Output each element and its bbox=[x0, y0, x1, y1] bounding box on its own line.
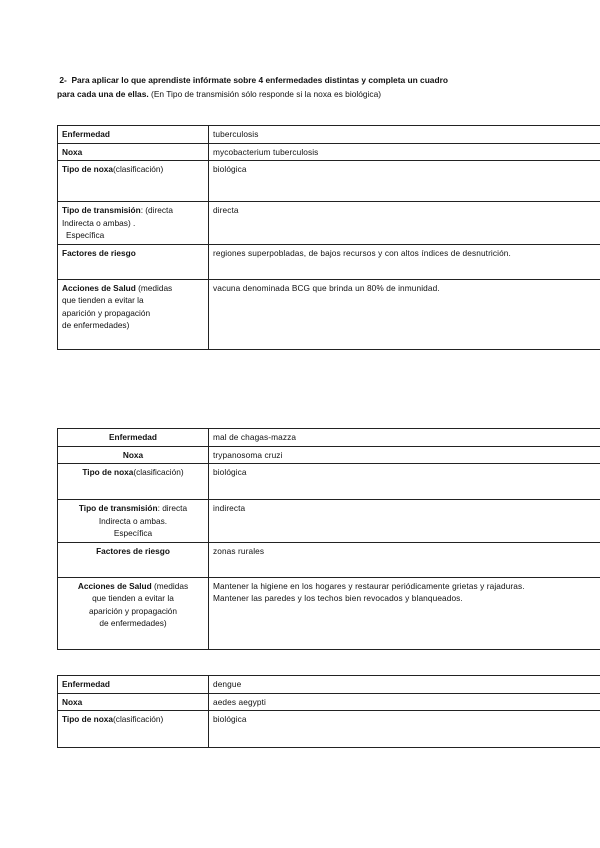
label-enfermedad: Enfermedad bbox=[58, 676, 209, 694]
label-acciones-line4: de enfermedades) bbox=[99, 618, 167, 628]
label-acciones-rest: (medidas bbox=[151, 580, 189, 591]
value-acciones bbox=[209, 577, 600, 649]
label-tipo-noxa-bold: Tipo de noxa bbox=[82, 467, 134, 477]
label-tipo-transmision-bold: Tipo de transmisión bbox=[62, 205, 141, 215]
label-tipo-noxa-rest: (clasificación) bbox=[133, 467, 184, 477]
value-enfermedad: dengue bbox=[209, 676, 600, 694]
label-acciones-line2: que tienden a evitar la bbox=[92, 593, 174, 603]
instructions bbox=[57, 73, 597, 101]
label-acciones bbox=[58, 577, 209, 649]
instructions-line-2 bbox=[57, 87, 597, 101]
label-enfermedad: Enfermedad bbox=[58, 126, 209, 144]
label-acciones-bold: Acciones de Salud bbox=[62, 282, 136, 293]
label-tipo-transmision-line2: Indirecta o ambas) . bbox=[62, 217, 136, 228]
value-enfermedad: mal de chagas-mazza bbox=[209, 429, 600, 447]
value-tipo-noxa: biológica bbox=[209, 464, 600, 500]
label-noxa: Noxa bbox=[58, 693, 209, 711]
value-tipo-noxa: biológica bbox=[209, 161, 600, 202]
label-tipo-transmision bbox=[58, 202, 209, 245]
label-acciones-bold: Acciones de Salud bbox=[77, 580, 152, 591]
label-tipo-noxa-bold: Tipo de noxa bbox=[62, 164, 114, 174]
instructions-note: (En Tipo de transmisión sólo responde si la noxa es biológica) bbox=[148, 89, 382, 99]
label-factores: Factores de riesgo bbox=[58, 244, 209, 279]
value-acciones-line2: Mantener las paredes y los techos bien revocados y blanqueados. bbox=[213, 593, 463, 603]
label-tipo-transmision-rest: : directa bbox=[157, 503, 188, 513]
label-tipo-transmision bbox=[58, 500, 209, 543]
value-enfermedad: tuberculosis bbox=[209, 126, 600, 144]
value-acciones: vacuna denominada BCG que brinda un 80% de inmunidad. bbox=[209, 279, 600, 349]
value-factores: zonas rurales bbox=[209, 542, 600, 577]
disease-table-dengue bbox=[57, 675, 600, 748]
instructions-line-1 bbox=[57, 73, 597, 87]
label-acciones-line3: aparición y propagación bbox=[88, 605, 178, 616]
label-acciones-line3: aparición y propagación bbox=[62, 307, 151, 318]
label-acciones-line2: que tienden a evitar la bbox=[62, 295, 144, 305]
label-factores: Factores de riesgo bbox=[58, 542, 209, 577]
disease-table-tuberculosis bbox=[57, 125, 600, 350]
instructions-bold-1: Para aplicar lo que aprendiste infórmate sobre 4 enfermedades distintas y completa un cuadro bbox=[71, 75, 448, 85]
label-tipo-noxa-rest: (clasificación) bbox=[113, 714, 164, 724]
label-acciones bbox=[58, 279, 209, 349]
label-tipo-transmision-line3: Específica bbox=[66, 230, 105, 240]
value-tipo-transmision: indirecta bbox=[209, 500, 600, 543]
value-tipo-noxa: biológica bbox=[209, 711, 600, 748]
label-tipo-transmision-line3: Específica bbox=[113, 528, 153, 538]
label-tipo-noxa bbox=[58, 161, 209, 202]
label-acciones-rest: (medidas bbox=[135, 282, 173, 293]
instructions-bold-2: para cada una de ellas. bbox=[57, 89, 149, 99]
value-acciones-line1: Mantener la higiene en los hogares y restaurar periódicamente grietas y rajaduras. bbox=[213, 580, 525, 591]
disease-table-chagas bbox=[57, 428, 600, 650]
label-tipo-transmision-bold: Tipo de transmisión bbox=[78, 503, 158, 513]
label-enfermedad: Enfermedad bbox=[58, 429, 209, 447]
label-tipo-noxa bbox=[58, 711, 209, 748]
value-noxa: mycobacterium tuberculosis bbox=[209, 143, 600, 161]
label-tipo-transmision-rest: : (directa bbox=[140, 205, 173, 215]
label-noxa: Noxa bbox=[58, 446, 209, 464]
label-acciones-line4: de enfermedades) bbox=[62, 320, 130, 330]
label-tipo-noxa bbox=[58, 464, 209, 500]
label-noxa: Noxa bbox=[58, 143, 209, 161]
label-tipo-noxa-bold: Tipo de noxa bbox=[62, 714, 114, 724]
value-noxa: aedes aegypti bbox=[209, 693, 600, 711]
value-tipo-transmision: directa bbox=[209, 202, 600, 245]
item-number: 2- bbox=[59, 75, 67, 85]
value-noxa: trypanosoma cruzi bbox=[209, 446, 600, 464]
value-factores: regiones superpobladas, de bajos recursos y con altos índices de desnutrición. bbox=[209, 244, 600, 279]
label-tipo-noxa-rest: (clasificación) bbox=[113, 164, 164, 174]
label-tipo-transmision-line2: Indirecta o ambas. bbox=[98, 515, 168, 526]
